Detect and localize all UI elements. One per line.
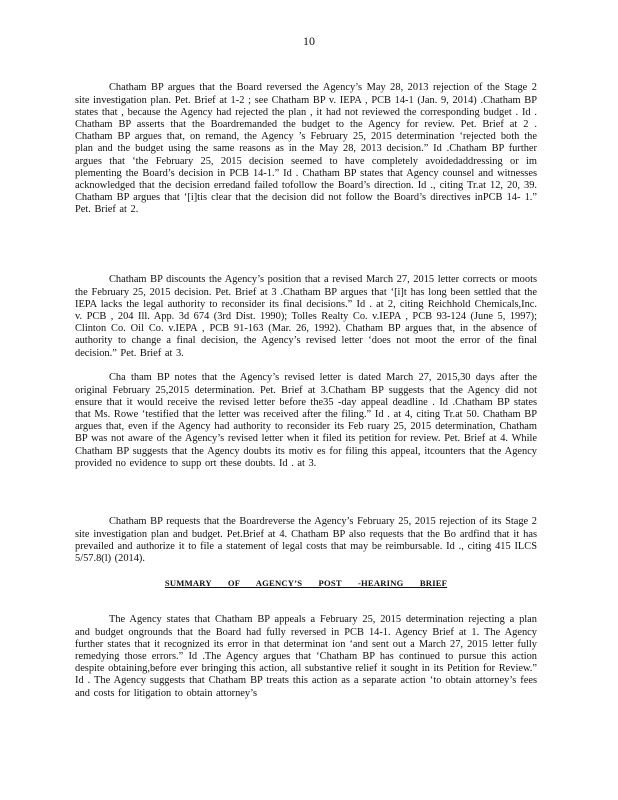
section-heading — [75, 578, 537, 588]
paragraph-revised-letter: Cha tham BP notes that the Agency’s revised letter is dated March 27, 2015,30 days after the original February 25,2015 determination. Pet. Brief at 3.Chatham BP suggests that the Agency did not ensure that it would receive the revised letter before the35 -day appeal deadline . Id .Chatham BP states that Ms. Rowe ‘testified that the letter was received after the filing.” Id . at 4, citing Tr.at 50. Chatham BP argues that, even if the Agency had authority to reconsider its Feb ruary 25, 2015 determination, Chatham BP was not aware of the Agency’s revised letter when it filed its petition for review. Pet. Brief at 4. While Chatham BP suggests that the Agency doubts its motiv es for filing this appeal, itcounters that the Agency provided no evidence to supp ort these doubts. Id . at 3. — [75, 372, 537, 469]
paragraph-requests: Chatham BP requests that the Boardreverse the Agency’s February 25, 2015 rejection of its Stage 2 site investigation plan and budget. Pet.Brief at 4. Chatham BP also requests that the Bo ardfind that it has prevailed and authorize it to file a statement of legal costs that may be reimbursable. Id ., citing 415 ILCS 5/57.8(l) (2014). — [75, 516, 537, 564]
paragraph-chatham-argument: Chatham BP argues that the Board reversed the Agency’s May 28, 2013 rejection of the Stage 2 site investigation plan. Pet. Brief at 1-2 ; see Chatham BP v. IEPA , PCB 14-1 (Jan. 9, 2014) .Chatham BP states that , because the Agency had rejected the plan , it had not reviewed the corresponding budget . Id . Chatham BP asserts that the Boardremanded the budget to the Agency for review. Pet. Brief at 2 . Chatham BP argues that, on remand, the Agency ’s February 25, 2015 determination ‘rejected both the plan and the budget using the same reasons as in the May 28, 2013 decision.” Id .Chatham BP further argues that ‘the February 25, 2015 decision seemed to have completely avoidedaddressing or im plementing the Board’s decision in PCB 14-1.” Id . Chatham BP states that Agency counsel and witnesses acknowledged that the decision erredand failed tofollow the Board’s direction. Id ., citing Tr.at 12, 20, 39. Chatham BP argues that ‘[i]tis clear that the decision did not follow the Board’s directives inPCB 14- 1.” Pet. Brief at 2. — [75, 82, 537, 216]
paragraph-agency-summary: The Agency states that Chatham BP appeals a February 25, 2015 determination rejecting a plan and budget ongrounds that the Board had fully reversed in PCB 14-1. Agency Brief at 1. The Agency further states that it recognized its error in that determinat ion ‘and sent out a March 27, 2015 letter fully remedying those errors.” Id .The Agency argues that ‘Chatham BP has continued to pursue this action despite obtaining,before ever bringing this action, all substantive relief it sought in its Petition for Review.” Id . The Agency suggests that Chatham BP treats this action as a separate action ‘to obtain attorney’s fees and costs for litigation to obtain attorney’s — [75, 614, 537, 699]
page-number: 10 — [303, 34, 315, 48]
paragraph-agency-position: Chatham BP discounts the Agency’s position that a revised March 27, 2015 letter corrects or moots the February 25, 2015 decision. Pet. Brief at 3 .Chatham BP argues that ‘[i]t has long been settled that the IEPA lacks the legal authority to reconsider its final decisions.” Id . at 2, citing Reichhold Chemicals,Inc. v. PCB , 204 Ill. App. 3d 674 (3rd Dist. 1990); Tolles Realty Co. v.IEPA , PCB 93-124 (June 5, 1997); Clinton Co. Oil Co. v.IEPA , PCB 91-163 (Mar. 26, 1992). Chatham BP argues that, in the absence of authority to change a final decision, the Agency’s revised letter ‘does not moot the error of the final decision.” Pet. Brief at 3. — [75, 274, 537, 359]
section-heading-text: SUMMARY OF AGENCY’S POST -HEARING BRIEF — [164, 578, 448, 588]
